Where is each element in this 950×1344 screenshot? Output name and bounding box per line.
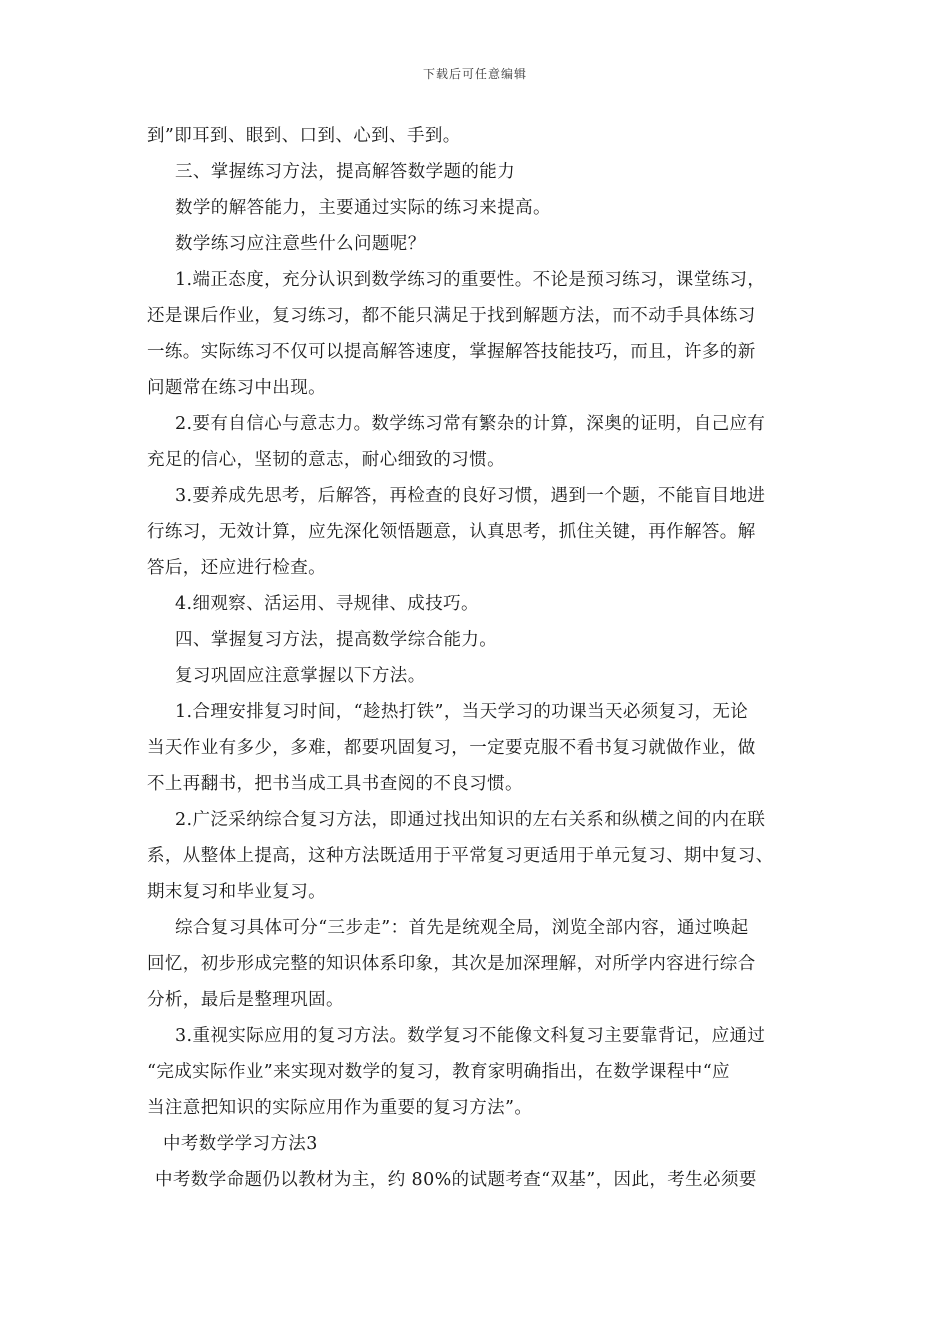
paragraph-line: 4.细观察、活运用、寻规律、成技巧。 [175, 594, 479, 614]
paragraph-line: 期末复习和毕业复习。 [147, 882, 326, 902]
document-body [147, 118, 812, 1198]
paragraph-line: 综合复习具体可分“三步走”：首先是统观全局，浏览全部内容，通过唤起 [175, 918, 749, 938]
paragraph-line: 不上再翻书，把书当成工具书查阅的不良习惯。 [147, 774, 523, 794]
paragraph-line: 1.端正态度，充分认识到数学练习的重要性。不论是预习练习，课堂练习， [175, 270, 766, 290]
paragraph-line: 3.重视实际应用的复习方法。数学复习不能像文科复习主要靠背记，应通过 [175, 1026, 766, 1046]
paragraph-line: 分析，最后是整理巩固。 [147, 990, 344, 1010]
header-note: 下载后可任意编辑 [422, 67, 527, 81]
paragraph-line: 1.合理安排复习时间，“趁热打铁”，当天学习的功课当天必须复习，无论 [175, 702, 749, 722]
section-heading: 四、掌握复习方法，提高数学综合能力。 [175, 630, 498, 650]
paragraph-line: 回忆，初步形成完整的知识体系印象，其次是加深理解，对所学内容进行综合 [147, 954, 756, 974]
paragraph-line: 答后，还应进行检查。 [147, 558, 326, 578]
paragraph-line: 当注意把知识的实际应用作为重要的复习方法”。 [147, 1098, 533, 1118]
paragraph-line: “完成实际作业”来实现对数学的复习，教育家明确指出，在数学课程中“应 [147, 1062, 730, 1082]
section-heading: 中考数学学习方法3 [163, 1134, 318, 1154]
paragraph-line: 2.要有自信心与意志力。数学练习常有繁杂的计算，深奥的证明，自己应有 [175, 414, 766, 434]
paragraph-line: 充足的信心，坚韧的意志，耐心细致的习惯。 [147, 450, 505, 470]
paragraph-line: 复习巩固应注意掌握以下方法。 [175, 666, 426, 686]
paragraph-line: 中考数学命题仍以教材为主，约 80%的试题考查“双基”，因此，考生必须要 [155, 1170, 757, 1190]
paragraph-line: 行练习，无效计算，应先深化领悟题意，认真思考，抓住关键，再作解答。解 [147, 522, 756, 542]
paragraph-line: 还是课后作业，复习练习，都不能只满足于找到解题方法，而不动手具体练习 [147, 306, 756, 326]
paragraph-line: 一练。实际练习不仅可以提高解答速度，掌握解答技能技巧，而且，许多的新 [147, 342, 756, 362]
paragraph-line: 到”即耳到、眼到、口到、心到、手到。 [147, 126, 461, 146]
paragraph-line: 3.要养成先思考，后解答，再检查的良好习惯，遇到一个题，不能盲目地进 [175, 486, 766, 506]
paragraph-line: 问题常在练习中出现。 [147, 378, 326, 398]
paragraph-line: 系，从整体上提高，这种方法既适用于平常复习更适用于单元复习、期中复习、 [147, 846, 774, 866]
paragraph-line: 数学练习应注意些什么问题呢？ [175, 234, 426, 254]
paragraph-line: 数学的解答能力，主要通过实际的练习来提高。 [175, 198, 551, 218]
paragraph-line: 2.广泛采纳综合复习方法，即通过找出知识的左右关系和纵横之间的内在联 [175, 810, 766, 830]
section-heading: 三、掌握练习方法，提高解答数学题的能力 [175, 162, 516, 182]
paragraph-line: 当天作业有多少，多难，都要巩固复习，一定要克服不看书复习就做作业，做 [147, 738, 756, 758]
